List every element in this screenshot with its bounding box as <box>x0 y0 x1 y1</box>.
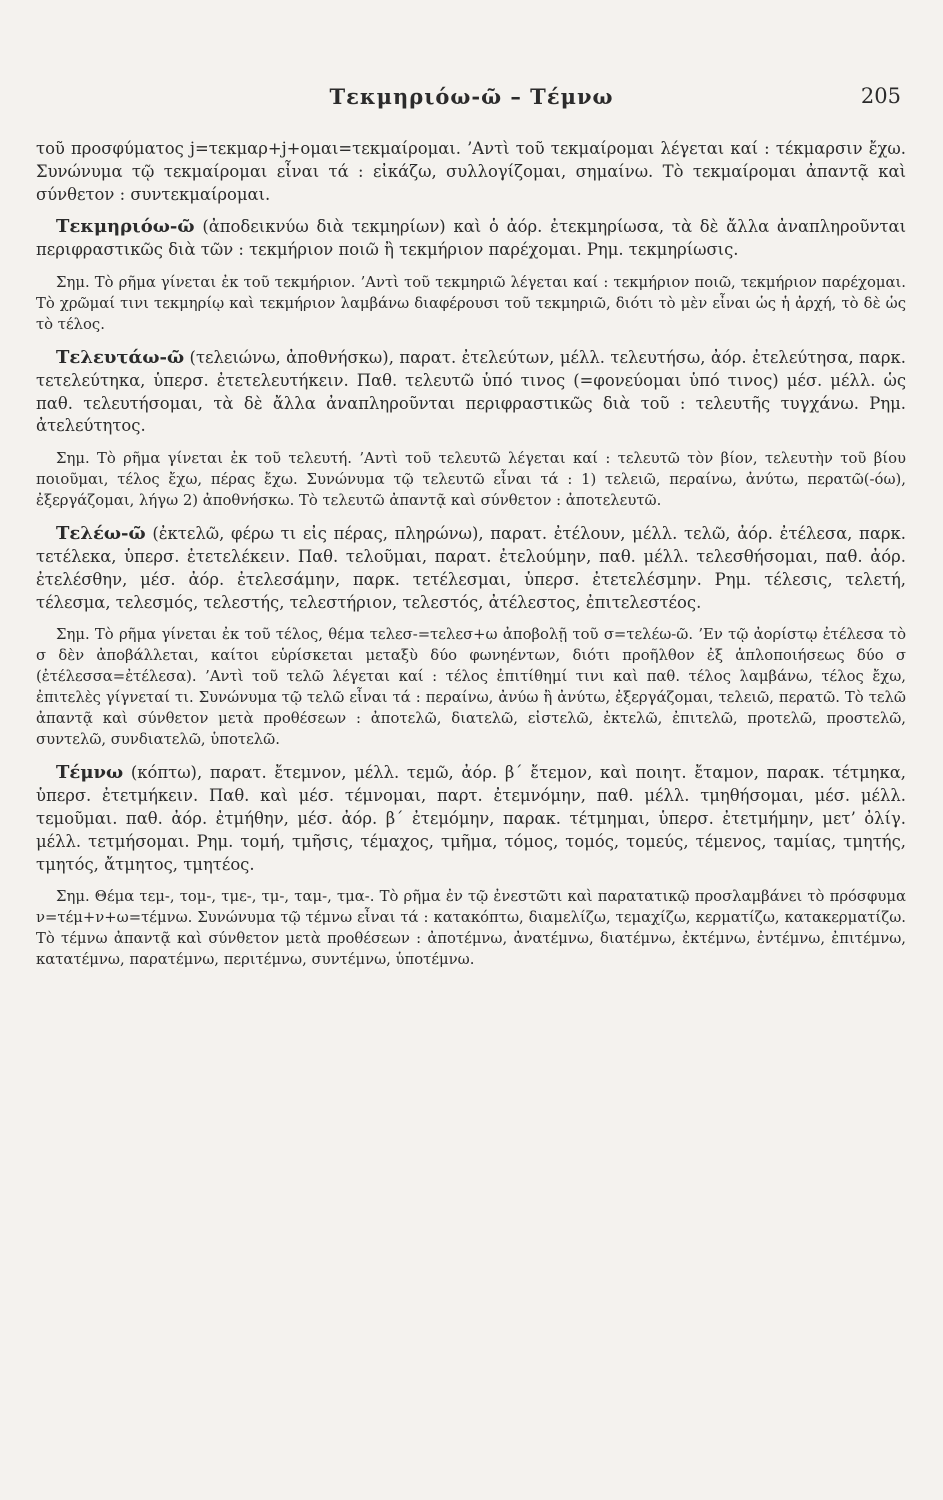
entry-headword: Τελέω-ῶ <box>56 523 146 545</box>
note-text: Σημ. Τὸ ρῆμα γίνεται ἐκ τοῦ τελευτή. ’Αντὶ τοῦ τελευτῶ λέγεται καί : τελευτῶ τὸν βίον, τελευτὴν τοῦ βίου ποιοῦμαι, τέλος ἔχω, πέρας ἔχω. Συνώνυμα τῷ τελευτῶ εἶναι τά : 1) τελειῶ, περαίνω, ἀνύτω, περατῶ(-όω), ἐξεργάζομαι, λήγω 2) ἀποθνήσκω. Τὸ τελευτῶ ἀπαντᾷ καὶ σύνθετον : ἀποτελευτῶ. <box>36 450 906 510</box>
note-text: Σημ. Τὸ ρῆμα γίνεται ἐκ τοῦ τεκμήριον. ’Αντὶ τοῦ τεκμηριῶ λέγεται καί : τεκμήριον ποιῶ, τεκμήριον παρέχομαι. Τὸ χρῶμαί τινι τεκμηρίῳ καὶ τεκμήριον λαμβάνω διαφέρουσι τοῦ τεκμηριῶ, διότι τὸ μὲν εἶναι ὡς ἡ ἀρχή, τὸ δὲ ὡς τὸ τέλος. <box>36 273 906 333</box>
continuation-paragraph <box>36 138 906 206</box>
entry-text: (τελειώνω, ἀποθνήσκω), παρατ. ἐτελεύτων, μέλλ. τελευτήσω, ἀόρ. ἐτελεύτησα, παρκ. τετελεύτηκα, ὑπερσ. ἐτετελευτήκειν. Παθ. τελευτῶ ὑπό τινος (=φονεύομαι ὑπό τινος) μέσ. μέλλ. ὡς παθ. τελευτήσομαι, τὰ δὲ ἄλλα ἀναπληροῦνται περιφραστικῶς διὰ τοῦ : τελευτῆς τυγχάνω. Ρημ. ἀτελεύτητος. <box>36 347 906 436</box>
note-paragraph <box>36 886 906 970</box>
header-title: Τεκμηριόω-ῶ – Τέμνω <box>329 84 614 109</box>
page-body <box>36 138 906 982</box>
note-paragraph <box>36 624 906 750</box>
page-number: 205 <box>860 84 901 108</box>
dictionary-entry <box>36 347 906 438</box>
dictionary-entry <box>36 216 906 262</box>
entry-headword: Τελευτάω-ῶ <box>56 346 185 368</box>
note-text: Σημ. Θέμα τεμ-, τομ-, τμε-, τμ-, ταμ-, τμα-. Τὸ ρῆμα ἐν τῷ ἐνεστῶτι καὶ παρατατικῷ προσλαμβάνει τὸ πρόσφυμα ν=τέμ+ν+ω=τέμνω. Συνώνυμα τῷ τέμνω εἶναι τά : κατακόπτω, διαμελίζω, τεμαχίζω, κερματίζω, κατακερματίζω. Τὸ τέμνω ἀπαντᾷ καὶ σύνθετον μετὰ προθέσεων : ἀποτέμνω, ἀνατέμνω, διατέμνω, ἐκτέμνω, ἐντέμνω, ἐπιτέμνω, κατατέμνω, παρατέμνω, περιτέμνω, συντέμνω, ὑποτέμνω. <box>36 888 906 969</box>
dictionary-entry <box>36 523 906 614</box>
entry-headword: Τέμνω <box>56 762 124 784</box>
running-header <box>0 84 943 120</box>
note-text: Σημ. Τὸ ρῆμα γίνεται ἐκ τοῦ τέλος, θέμα τελεσ-=τελεσ+ω ἀποβολῇ τοῦ σ=τελέω-ῶ. ’Εν τῷ ἀορίστῳ ἐτέλεσα τὸ σ δὲν ἀποβάλλεται, καίτοι εὑρίσκεται μεταξὺ δύο φωνηέντων, διότι προῆλθον ἐξ ἁπλοποιήσεως δύο σ (ἐτέλεσσα=ἐτέλεσα). ’Αντὶ τοῦ τελῶ λέγεται καί : τέλος ἐπιτίθημί τινι καὶ παθ. τέλος λαμβάνω, τέλος ἔχω, ἐπιτελὲς γίγνεταί τι. Συνώνυμα τῷ τελῶ εἶναι τά : περαίνω, ἀνύω ἢ ἀνύτω, ἐξεργάζομαι, τελειῶ, περατῶ. Τὸ τελῶ ἀπαντᾷ καὶ σύνθετον μετὰ προθέσεων : ἀποτελῶ, διατελῶ, εἰστελῶ, ἐκτελῶ, ἐπιτελῶ, προτελῶ, προστελῶ, συντελῶ, συνδιατελῶ, ὑποτελῶ. <box>36 626 906 749</box>
paragraph-text: τοῦ προσφύματος j=τεκμαρ+j+ομαι=τεκμαίρομαι. ’Αντὶ τοῦ τεκμαίρομαι λέγεται καί : τέκμαρσιν ἔχω. Συνώνυμα τῷ τεκμαίρομαι εἶναι τά : εἰκάζω, συλλογίζομαι, σημαίνω. Τὸ τεκμαίρομαι ἀπαντᾷ καὶ σύνθετον : συντεκμαίρομαι. <box>36 139 906 204</box>
entry-headword: Τεκμηριόω-ῶ <box>56 216 195 238</box>
dictionary-entry <box>36 762 906 876</box>
note-paragraph <box>36 272 906 335</box>
entry-text: (κόπτω), παρατ. ἔτεμνον, μέλλ. τεμῶ, ἀόρ. β΄ ἔτεμον, καὶ ποιητ. ἔταμον, παρακ. τέτμηκα, ὑπερσ. ἐτετμήκειν. Παθ. καὶ μέσ. τέμνομαι, παρτ. ἐτεμνόμην, παθ. μέλλ. τμηθήσομαι, μέσ. μέλλ. τεμοῦμαι. παθ. ἀόρ. ἐτμήθην, μέσ. ἀόρ. β΄ ἐτεμόμην, παρακ. τέτμημαι, ὑπερσ. ἐτετμήμην, μετ’ ὀλίγ. μέλλ. τετμήσομαι. Ρημ. τομή, τμῆσις, τέμαχος, τμῆμα, τόμος, τομός, τομεύς, τέμενος, ταμίας, τμητής, τμητός, ἄτμητος, τμητέος. <box>36 763 906 874</box>
entry-text: (ἐκτελῶ, φέρω τι εἰς πέρας, πληρώνω), παρατ. ἐτέλουν, μέλλ. τελῶ, ἀόρ. ἐτέλεσα, παρκ. τετέλεκα, ὑπερσ. ἐτετελέκειν. Παθ. τελοῦμαι, παρατ. ἐτελούμην, παθ. μέλλ. τελεσθήσομαι, παθ. ἀόρ. ἐτελέσθην, μέσ. ἀόρ. ἐτελεσάμην, παρκ. τετέλεσμαι, ὑπερσ. ἐτετελέσμην. Ρημ. τέλεσις, τελετή, τέλεσμα, τελεσμός, τελεστής, τελεστήριον, τελεστός, ἀτέλεστος, ἐπιτελεστέος. <box>36 524 906 612</box>
note-paragraph <box>36 448 906 511</box>
entry-text: (ἀποδεικνύω διὰ τεκμηρίων) καὶ ὁ ἀόρ. ἐτεκμηρίωσα, τὰ δὲ ἄλλα ἀναπληροῦνται περιφραστικῶς διὰ τῶν : τεκμήριον ποιῶ ἢ τεκμήριον παρέχομαι. Ρημ. τεκμηρίωσις. <box>36 217 906 260</box>
